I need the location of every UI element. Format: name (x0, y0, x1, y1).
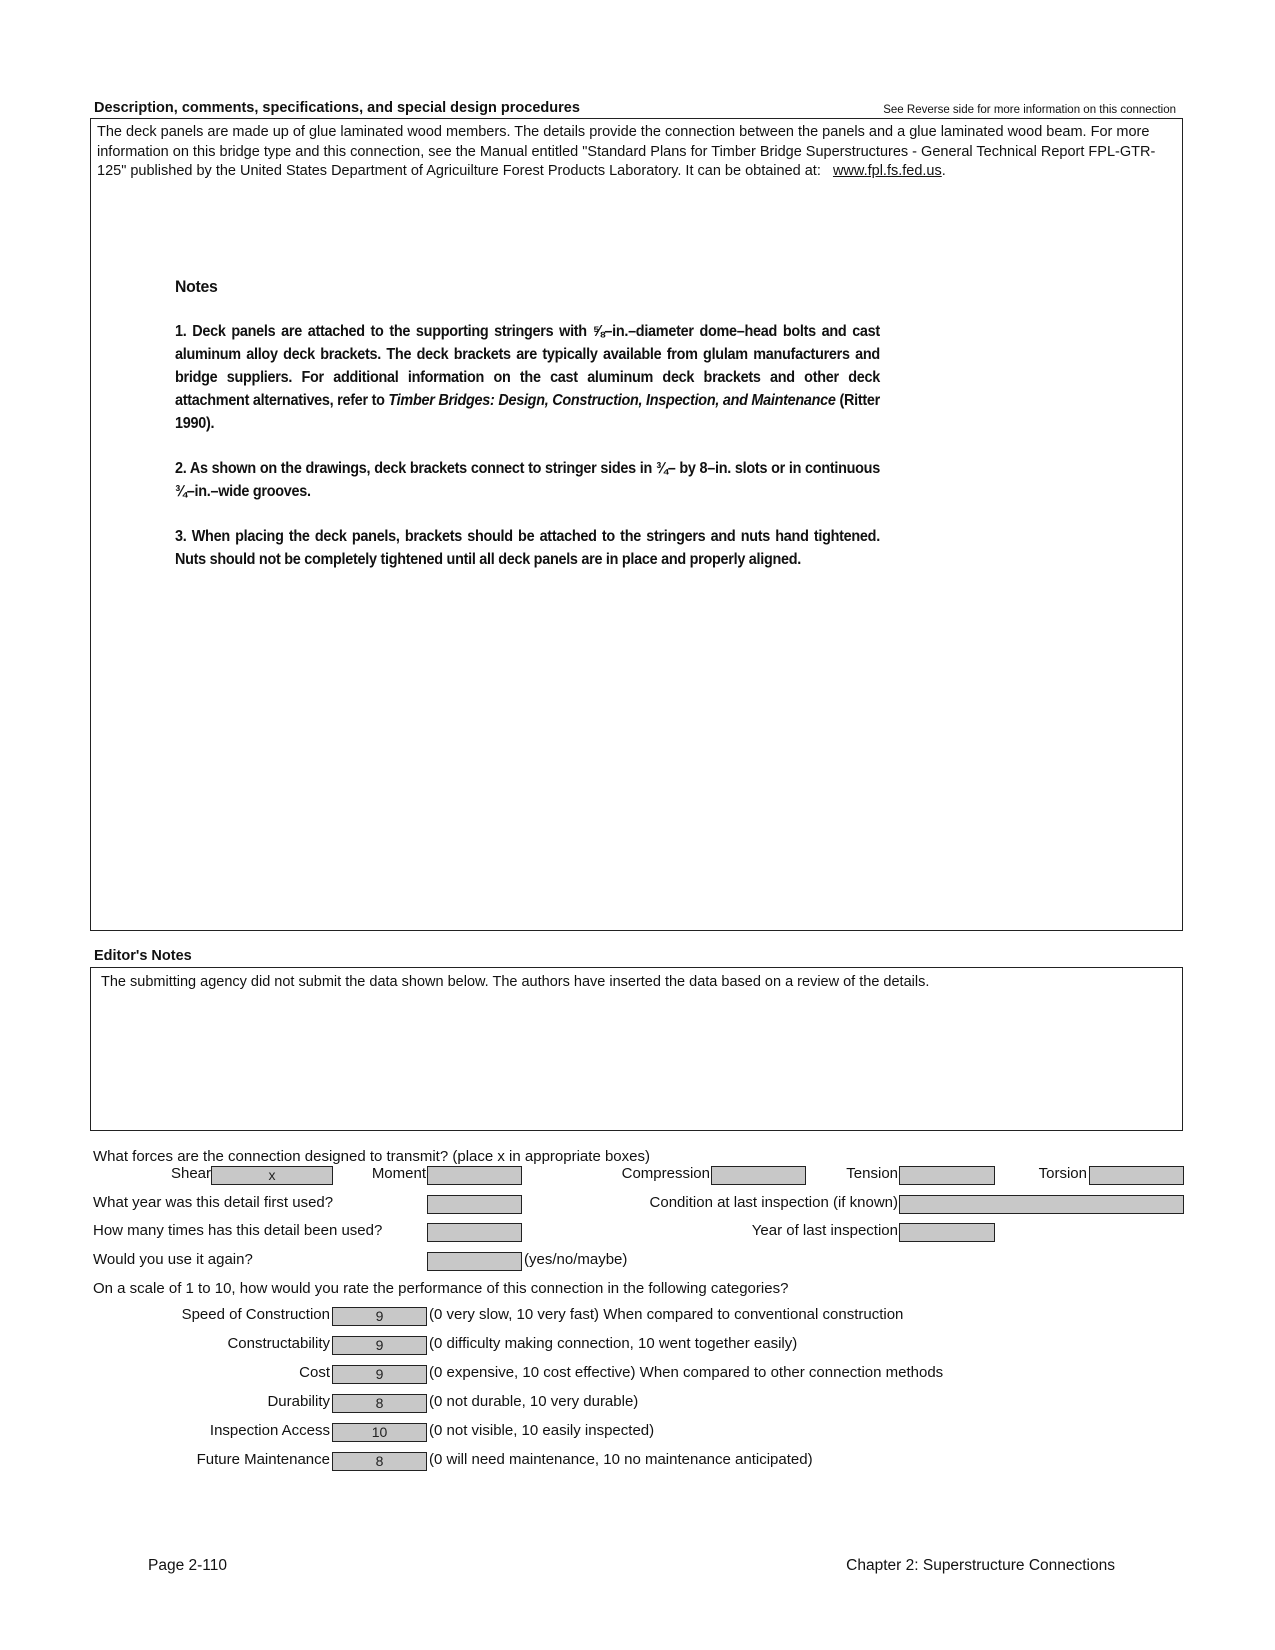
moment-field[interactable] (427, 1166, 522, 1185)
shear-field[interactable]: x (211, 1166, 333, 1185)
rating-field-constructability[interactable]: 9 (332, 1336, 427, 1355)
description-heading: Description, comments, specifications, and special design procedures (94, 100, 580, 116)
year-last-inspection-question: Year of last inspection (751, 1222, 898, 1239)
rating-label-durability: Durability (267, 1393, 330, 1410)
note-2: 2. As shown on the drawings, deck brackets connect to stringer sides in ¾– by 8–in. slots or in continuous ¾–in.–wide grooves. (175, 460, 880, 500)
rating-field-future-maintenance[interactable]: 8 (332, 1452, 427, 1471)
editor-notes-box (90, 967, 1183, 1131)
note-1 (175, 320, 880, 435)
use-again-hint: (yes/no/maybe) (524, 1251, 628, 1268)
note-1-text-a: 1. Deck panels are attached to the supporting stringers with ⅝–in.–diameter dome–head bolts and cast aluminum alloy deck brackets. The deck brackets are typically available from glulam manufacturers and bridge suppliers. For additional information on the cast aluminum deck brackets and other deck attachment alternatives, refer to (175, 323, 880, 409)
torsion-field[interactable] (1089, 1166, 1184, 1185)
notes-block (175, 275, 880, 593)
times-used-field[interactable] (427, 1223, 522, 1242)
torsion-label: Torsion (1038, 1165, 1087, 1182)
ratings-question: On a scale of 1 to 10, how would you rate the performance of this connection in the following categories? (93, 1280, 789, 1297)
year-first-used-field[interactable] (427, 1195, 522, 1214)
fpl-link[interactable]: www.fpl.fs.fed.us (832, 163, 942, 179)
forces-question: What forces are the connection designed to transmit? (place x in appropriate boxes) (93, 1148, 650, 1165)
description-text (91, 119, 1182, 186)
page-number: Page 2-110 (148, 1557, 227, 1574)
rating-label-speed: Speed of Construction (181, 1306, 330, 1323)
rating-hint-speed: (0 very slow, 10 very fast) When compared to conventional construction (429, 1306, 904, 1323)
rating-hint-future-maintenance: (0 will need maintenance, 10 no maintenance anticipated) (429, 1451, 813, 1468)
notes-title: Notes (175, 277, 218, 296)
shear-label: Shear (170, 1165, 211, 1182)
year-first-used-question: What year was this detail first used? (93, 1194, 334, 1211)
condition-field[interactable] (899, 1195, 1184, 1214)
year-last-inspection-field[interactable] (899, 1223, 995, 1242)
editor-notes-heading: Editor's Notes (94, 948, 192, 964)
rating-hint-constructability: (0 difficulty making connection, 10 went together easily) (429, 1335, 798, 1352)
link-suffix: . (941, 163, 946, 179)
rating-field-speed[interactable]: 9 (332, 1307, 427, 1326)
rating-label-future-maintenance: Future Maintenance (196, 1451, 330, 1468)
condition-question: Condition at last inspection (if known) (649, 1194, 898, 1211)
rating-field-durability[interactable]: 8 (332, 1394, 427, 1413)
editor-notes-text: The submitting agency did not submit the data shown below. The authors have inserted the data based on a review of the details. (101, 974, 930, 990)
description-paragraph: The deck panels are made up of glue laminated wood members. The details provide the connection between the panels and a glue laminated wood beam. For more information on this bridge type and this connection, see the Manual entitled "Standard Plans for Timber Bridge Superstructures - General Technical Report FPL-GTR-125" published by the United States Department of Agricuilture Forest Products Laboratory. It can be obtained at: (97, 124, 1156, 179)
rating-hint-durability: (0 not durable, 10 very durable) (429, 1393, 639, 1410)
use-again-question: Would you use it again? (93, 1251, 253, 1268)
chapter-title: Chapter 2: Superstructure Connections (846, 1557, 1115, 1574)
tension-field[interactable] (899, 1166, 995, 1185)
compression-label: Compression (621, 1165, 710, 1182)
note-1-book-title: Timber Bridges: Design, Construction, Inspection, and Maintenance (388, 392, 836, 409)
rating-label-inspection-access: Inspection Access (209, 1422, 330, 1439)
note-3: 3. When placing the deck panels, brackets should be attached to the stringers and nuts hand tightened. Nuts should not be completely tightened until all deck panels are in place and properly aligned. (175, 528, 880, 568)
rating-label-cost: Cost (299, 1364, 330, 1381)
rating-hint-cost: (0 expensive, 10 cost effective) When compared to other connection methods (429, 1364, 944, 1381)
tension-label: Tension (846, 1165, 898, 1182)
rating-field-inspection-access[interactable]: 10 (332, 1423, 427, 1442)
note-1-text-b: (Ritter 1990). (175, 392, 880, 432)
rating-label-constructability: Constructability (227, 1335, 330, 1352)
rating-hint-inspection-access: (0 not visible, 10 easily inspected) (429, 1422, 655, 1439)
moment-label: Moment (371, 1165, 426, 1182)
description-box (90, 118, 1183, 931)
compression-field[interactable] (711, 1166, 806, 1185)
times-used-question: How many times has this detail been used? (93, 1222, 383, 1239)
rating-field-cost[interactable]: 9 (332, 1365, 427, 1384)
use-again-field[interactable] (427, 1252, 522, 1271)
reverse-side-note: See Reverse side for more information on this connection (883, 104, 1176, 116)
